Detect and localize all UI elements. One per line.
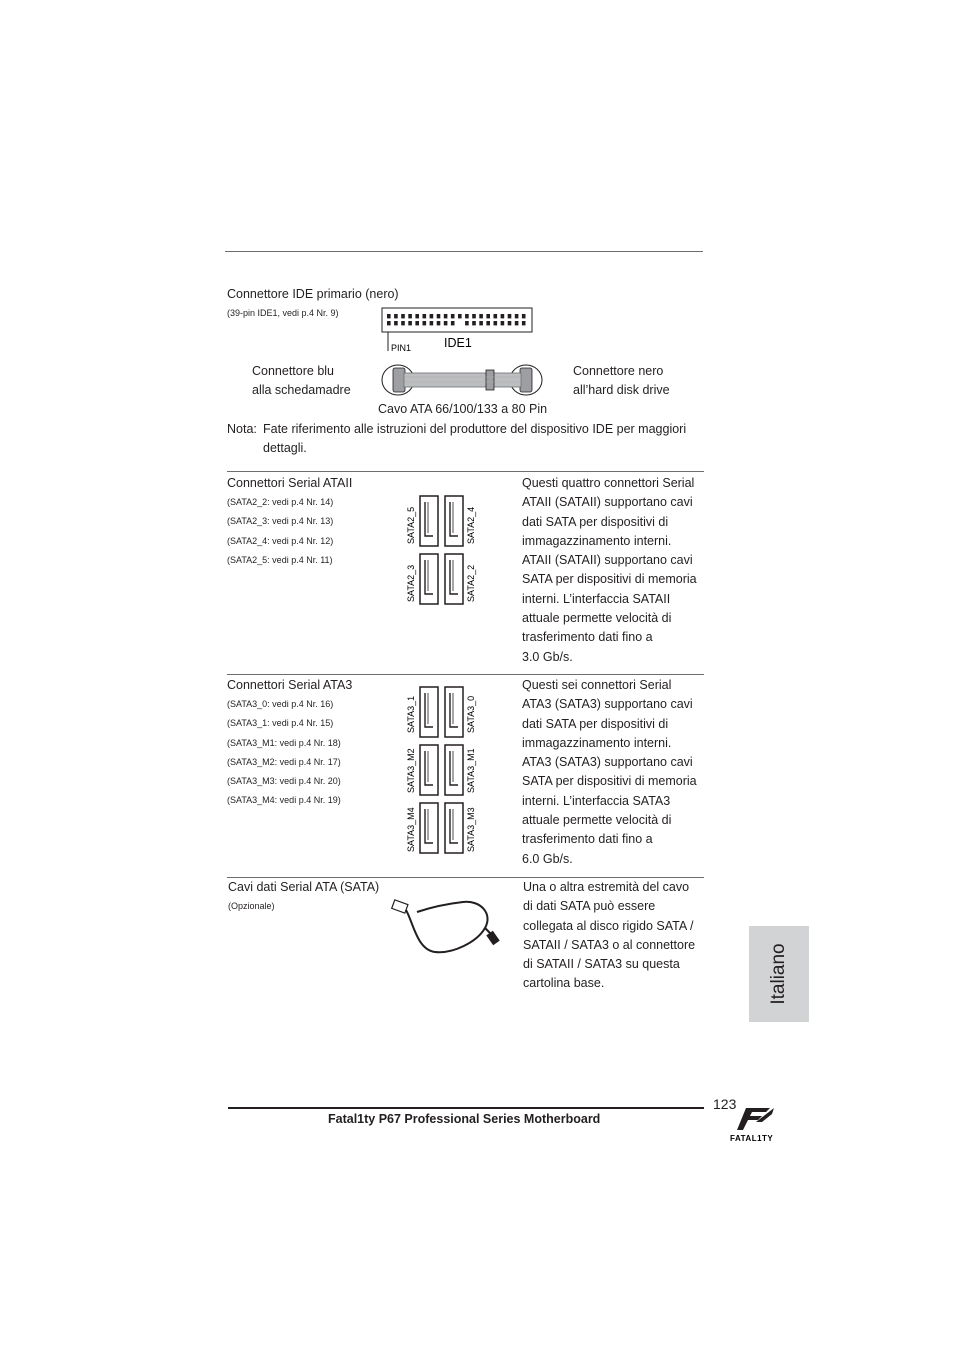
ide-pin bbox=[472, 314, 476, 318]
sata2-desc-line: attuale permette velocità di bbox=[522, 611, 672, 626]
sata2-desc-line: interni. L’interfaccia SATAII bbox=[522, 591, 671, 606]
ide-pin bbox=[437, 314, 441, 318]
top-rule bbox=[225, 251, 703, 252]
ide-pin bbox=[465, 321, 469, 325]
ide-pin bbox=[437, 321, 441, 325]
ide-pin bbox=[401, 321, 405, 325]
sata3-desc-line: attuale permette velocità di bbox=[522, 813, 672, 828]
sata3-refs bbox=[227, 695, 341, 811]
sata2-desc-line: immagazzinamento interni. bbox=[522, 533, 672, 548]
sata3-desc-line: interni. L’interfaccia SATA3 bbox=[522, 793, 671, 808]
sata3-ref: (SATA3_1: vedi p.4 Nr. 15) bbox=[227, 718, 334, 729]
sata3-port bbox=[420, 687, 438, 737]
ide-pin bbox=[465, 314, 469, 318]
sata3-desc-line: trasferimento dati fino a bbox=[522, 832, 653, 847]
ide-right-caption bbox=[573, 362, 670, 401]
sata3-desc-line: immagazzinamento interni. bbox=[522, 735, 672, 750]
sata3-desc-line: 6.0 Gb/s. bbox=[522, 851, 573, 866]
ide-pin bbox=[430, 321, 434, 325]
ide-note bbox=[263, 420, 686, 459]
cable-desc-line: SATAII / SATA3 o al connettore bbox=[523, 937, 696, 952]
cable-desc-line: di dati SATA può essere bbox=[523, 899, 656, 914]
ide-right-line: Connettore nero bbox=[573, 364, 664, 378]
ide-pin bbox=[479, 314, 483, 318]
ide-title: Connettore IDE primario (nero) bbox=[227, 287, 399, 301]
ide-pin bbox=[401, 314, 405, 318]
sata-cable-image bbox=[385, 888, 515, 958]
ide-pin bbox=[515, 321, 519, 325]
ide-pin bbox=[501, 314, 505, 318]
cable-description bbox=[523, 878, 695, 994]
language-tab bbox=[749, 926, 809, 1022]
sata3-port-label: SATA3_M1 bbox=[466, 748, 476, 793]
page-number: 123 bbox=[713, 1096, 737, 1112]
sata3-description bbox=[522, 676, 697, 869]
cable-desc-line: cartolina base. bbox=[523, 976, 605, 991]
ide-left-caption bbox=[252, 362, 351, 401]
ide-note-label: Nota: bbox=[227, 422, 257, 436]
ide-pin bbox=[423, 314, 427, 318]
sata3-port bbox=[445, 687, 463, 737]
sata3-port-label: SATA3_0 bbox=[466, 695, 476, 733]
sata2-port-label: SATA2_5 bbox=[406, 506, 416, 544]
sata3-desc-line: SATA per dispositivi di memoria bbox=[522, 774, 697, 789]
ide-pin bbox=[387, 314, 391, 318]
sata3-desc-line: dati SATA per dispositivi di bbox=[522, 716, 669, 731]
sata2-desc-line: 3.0 Gb/s. bbox=[522, 649, 573, 664]
sata3-port bbox=[445, 745, 463, 795]
sata2-port-label: SATA2_4 bbox=[466, 506, 476, 544]
ide-cable-image bbox=[378, 362, 546, 402]
sata2-port-label: SATA2_3 bbox=[406, 564, 416, 602]
sata2-ref: (SATA2_5: vedi p.4 Nr. 11) bbox=[227, 554, 333, 565]
sata3-ref: (SATA3_M2: vedi p.4 Nr. 17) bbox=[227, 756, 341, 767]
ide-pin bbox=[458, 314, 462, 318]
sata3-port bbox=[420, 803, 438, 853]
cable-ref: (Opzionale) bbox=[228, 901, 275, 911]
ide-pin bbox=[522, 314, 526, 318]
sata3-ref: (SATA3_M4: vedi p.4 Nr. 19) bbox=[227, 795, 341, 806]
ide-pin bbox=[494, 314, 498, 318]
rule-sata3 bbox=[227, 674, 704, 675]
ide-pin bbox=[444, 321, 448, 325]
sata3-ports-diagram bbox=[402, 685, 482, 857]
sata2-desc-line: dati SATA per dispositivi di bbox=[522, 514, 669, 529]
ide-pin bbox=[394, 321, 398, 325]
ide-note-line: dettagli. bbox=[263, 441, 307, 456]
sata2-port-label: SATA2_2 bbox=[466, 564, 476, 602]
sata3-desc-line: Questi sei connettori Serial bbox=[522, 678, 672, 692]
ide-pin bbox=[515, 314, 519, 318]
ide-pin bbox=[415, 314, 419, 318]
rule-sata2 bbox=[227, 471, 704, 472]
ide-pin bbox=[451, 314, 455, 318]
sata3-ref: (SATA3_M1: vedi p.4 Nr. 18) bbox=[227, 737, 341, 748]
logo-text: FATAL1TY bbox=[730, 1134, 774, 1143]
sata3-desc-line: ATA3 (SATA3) supportano cavi bbox=[522, 755, 693, 770]
ide-pin bbox=[494, 321, 498, 325]
fatal1ty-logo bbox=[726, 1104, 788, 1146]
sata3-desc-line: ATA3 (SATA3) supportano cavi bbox=[522, 697, 693, 712]
ide-pin bbox=[415, 321, 419, 325]
sata2-port bbox=[420, 496, 438, 546]
ide-pin bbox=[387, 321, 391, 325]
cable-desc-line: Una o altra estremità del cavo bbox=[523, 880, 690, 894]
sata2-port bbox=[445, 554, 463, 604]
sata2-title: Connettori Serial ATAII bbox=[227, 476, 353, 490]
ide-right-line: all’hard disk drive bbox=[573, 383, 670, 398]
ide-pin bbox=[423, 321, 427, 325]
sata3-title: Connettori Serial ATA3 bbox=[227, 678, 353, 692]
ide-connector-diagram bbox=[378, 305, 538, 355]
ide-pin bbox=[444, 314, 448, 318]
ide-pin bbox=[479, 321, 483, 325]
sata2-ref: (SATA2_2: vedi p.4 Nr. 14) bbox=[227, 497, 334, 507]
sata2-desc-line: Questi quattro connettori Serial bbox=[522, 476, 695, 490]
ide-left-line: alla schedamadre bbox=[252, 383, 351, 398]
cable-desc-line: di SATAII / SATA3 su questa bbox=[523, 957, 680, 972]
ide-pin bbox=[486, 314, 490, 318]
pin1-label: PIN1 bbox=[391, 343, 412, 353]
sata2-refs bbox=[227, 493, 333, 570]
footer-rule bbox=[228, 1107, 704, 1109]
sata2-port bbox=[445, 496, 463, 546]
ide-note-line: Fate riferimento alle istruzioni del produttore del dispositivo IDE per maggiori bbox=[263, 422, 687, 436]
sata2-ref: (SATA2_3: vedi p.4 Nr. 13) bbox=[227, 516, 334, 527]
ide-pin bbox=[394, 314, 398, 318]
sata2-ref: (SATA2_4: vedi p.4 Nr. 12) bbox=[227, 535, 334, 546]
footer-title: Fatal1ty P67 Professional Series Motherboard bbox=[328, 1112, 601, 1126]
ide1-label: IDE1 bbox=[444, 336, 472, 350]
sata2-desc-line: trasferimento dati fino a bbox=[522, 630, 653, 645]
sata2-desc-line: ATAII (SATAII) supportano cavi bbox=[522, 495, 693, 510]
sata2-port bbox=[420, 554, 438, 604]
sata3-port bbox=[445, 803, 463, 853]
sata2-description bbox=[522, 474, 697, 667]
ide-ref: (39-pin IDE1, vedi p.4 Nr. 9) bbox=[227, 308, 339, 318]
sata3-port-label: SATA3_M3 bbox=[466, 807, 476, 852]
ide-pin bbox=[451, 321, 455, 325]
sata3-ref: (SATA3_M3: vedi p.4 Nr. 20) bbox=[227, 776, 341, 787]
ide-pin bbox=[508, 321, 512, 325]
sata3-port-label: SATA3_M2 bbox=[406, 748, 416, 793]
sata3-ref: (SATA3_0: vedi p.4 Nr. 16) bbox=[227, 699, 334, 709]
ide-left-line: Connettore blu bbox=[252, 364, 335, 378]
sata2-desc-line: ATAII (SATAII) supportano cavi bbox=[522, 553, 693, 568]
ide-pin bbox=[430, 314, 434, 318]
ide-pin bbox=[508, 314, 512, 318]
ide-pin bbox=[408, 321, 412, 325]
ide-pin bbox=[501, 321, 505, 325]
sata2-ports-diagram bbox=[402, 494, 482, 606]
cable-desc-line: collegata al disco rigido SATA / bbox=[523, 918, 694, 933]
sata3-port-label: SATA3_M4 bbox=[406, 807, 416, 852]
language-tab-label: Italiano bbox=[768, 943, 789, 1005]
sata2-desc-line: SATA per dispositivi di memoria bbox=[522, 572, 697, 587]
cable-title: Cavi dati Serial ATA (SATA) bbox=[228, 880, 380, 894]
ide-pin bbox=[408, 314, 412, 318]
ide-pin bbox=[486, 321, 490, 325]
ide-cable-caption: Cavo ATA 66/100/133 a 80 Pin bbox=[378, 402, 548, 416]
sata3-port bbox=[420, 745, 438, 795]
ide-pin bbox=[522, 321, 526, 325]
sata3-port-label: SATA3_1 bbox=[406, 695, 416, 733]
ide-pin bbox=[472, 321, 476, 325]
